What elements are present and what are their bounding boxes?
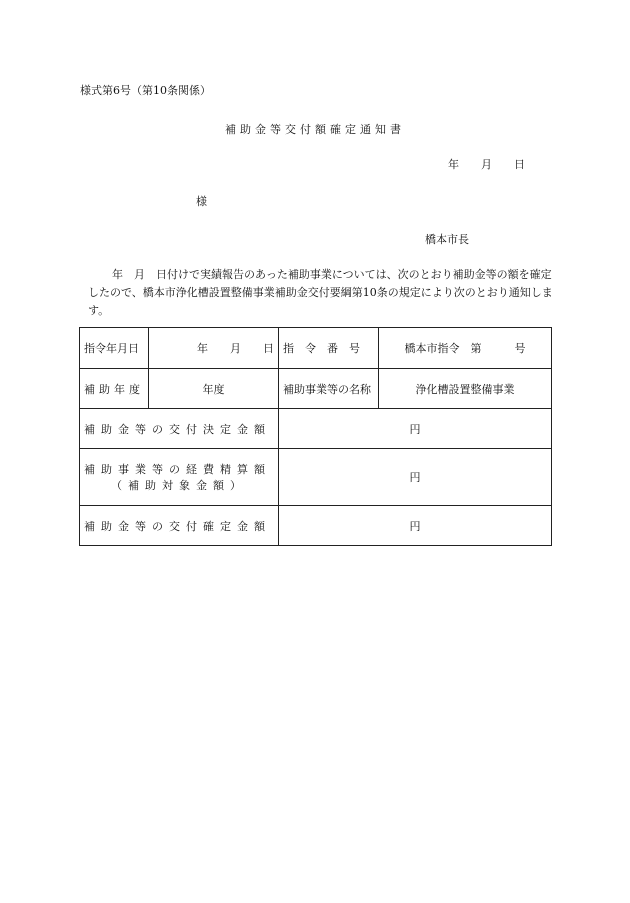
body-paragraph: 年 月 日付けで実績報告のあった補助事業については、次のとおり補助金等の額を確定したので、橋本市浄化槽設置整備事業補助金交付要綱第10条の規定により次のとおり通知します。: [88, 268, 553, 317]
form-number: 様式第6号（第10条関係）: [80, 84, 211, 97]
table-row: [80, 409, 552, 449]
project-name-label: 補助事業等の名称: [279, 369, 379, 409]
directive-number-label: 指 令 番 号: [279, 328, 379, 369]
grant-confirmed-amount-label: 補助金等の交付確定金額: [80, 506, 279, 546]
table-row: [80, 369, 552, 409]
amount-table: [79, 327, 552, 546]
table-row: [80, 328, 552, 369]
expense-settlement-label: [80, 449, 279, 506]
issuer-name: 橋本市長: [425, 233, 469, 246]
subsidy-year-value: 年度: [149, 369, 279, 409]
expense-settlement-value: 円: [279, 449, 552, 506]
table-row: [80, 449, 552, 506]
grant-decision-amount-value: 円: [279, 409, 552, 449]
issue-date: 年 月 日: [448, 158, 525, 171]
addressee-suffix: 様: [196, 195, 207, 208]
subsidy-year-label: 補助年度: [80, 369, 149, 409]
directive-date-label: 指令年月日: [80, 328, 149, 369]
grant-decision-amount-label: 補助金等の交付決定金額: [80, 409, 279, 449]
directive-number-value: 橋本市指令 第 号: [379, 328, 552, 369]
table-row: [80, 506, 552, 546]
document-title: 補助金等交付額確定通知書: [225, 123, 405, 136]
grant-confirmed-amount-value: 円: [279, 506, 552, 546]
expense-settlement-label-line2: （補助対象金額）: [111, 479, 247, 492]
directive-date-value: 年 月 日: [149, 328, 279, 369]
project-name-value: 浄化槽設置整備事業: [379, 369, 552, 409]
expense-settlement-label-line1: 補助事業等の経費精算額: [84, 463, 271, 476]
